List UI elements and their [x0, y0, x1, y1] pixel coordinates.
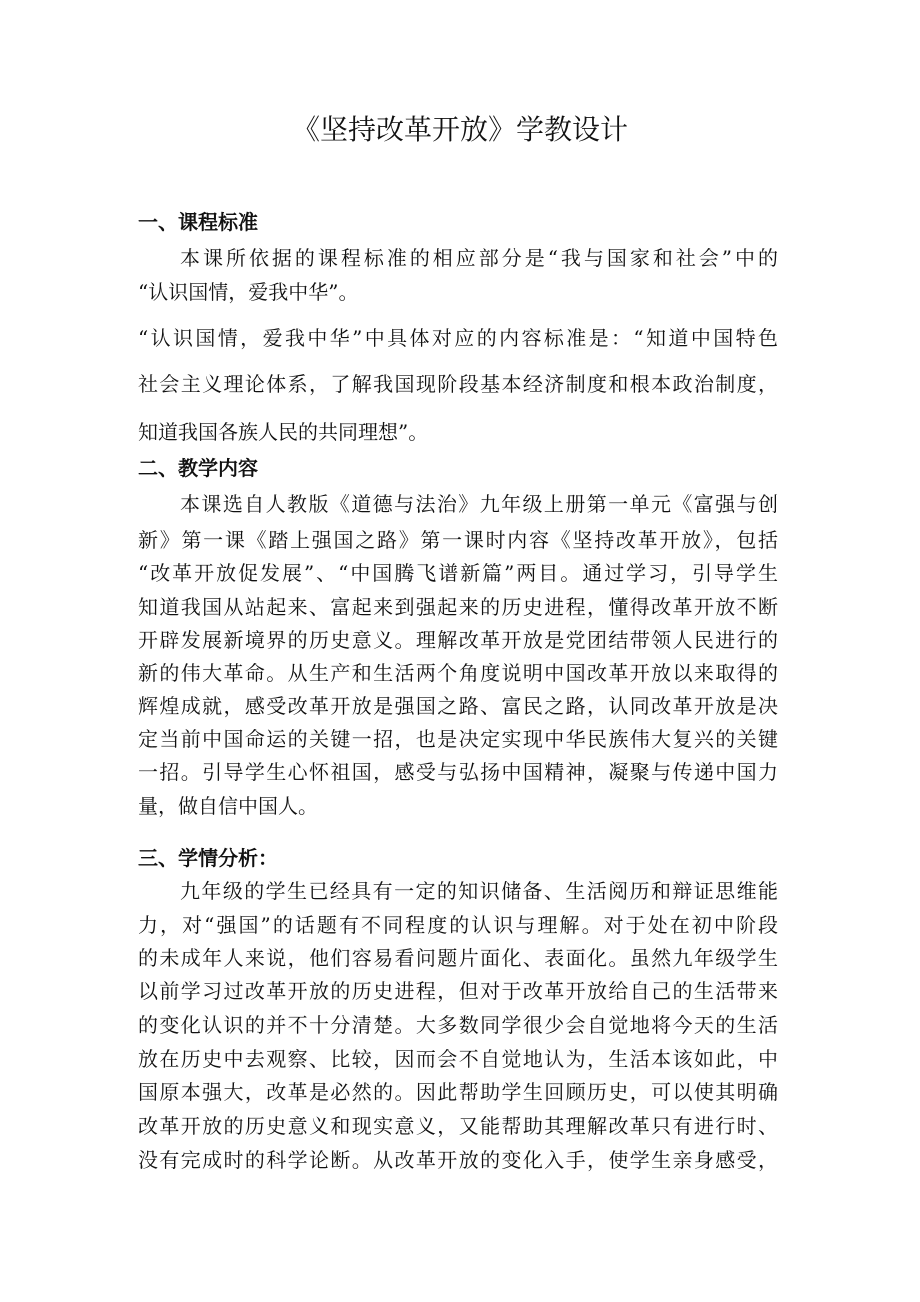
paragraph-line: 九年级的学生已经具有一定的知识储备、生活阅历和辩证思维能: [180, 879, 778, 903]
paragraph-line: 放在历史中去观察、比较，因而会不自觉地认为，生活本该如此，中: [138, 1047, 778, 1071]
paragraph-line: 的未成年人来说，他们容易看问题片面化、表面化。虽然九年级学生: [138, 946, 778, 970]
paragraph-line: 的变化认识的并不十分清楚。大多数同学很少会自觉地将今天的生活: [138, 1013, 778, 1037]
section-heading: 一、课程标准: [138, 210, 258, 234]
paragraph-line: 国原本强大，改革是必然的。因此帮助学生回顾历史，可以使其明确: [138, 1080, 778, 1104]
paragraph-line: 社会主义理论体系，了解我国现阶段基本经济制度和根本政治制度，: [138, 372, 778, 396]
paragraph-line: 没有完成时的科学论断。从改革开放的变化入手，使学生亲身感受，: [138, 1148, 778, 1172]
paragraph-line: 以前学习过改革开放的历史进程，但对于改革开放给自己的生活带来: [138, 979, 778, 1003]
paragraph-line: “改革开放促发展”、“中国腾飞谱新篇”两目。通过学习，引导学生: [138, 561, 778, 585]
paragraph-line: 力，对“强国”的话题有不同程度的认识与理解。对于处在初中阶段: [138, 913, 778, 937]
paragraph-line: 定当前中国命运的关键一招，也是决定实现中华民族伟大复兴的关键: [138, 727, 778, 751]
section-heading: 二、教学内容: [138, 456, 258, 480]
paragraph-line: 新的伟大革命。从生产和生活两个角度说明中国改革开放以来取得的: [138, 661, 778, 685]
paragraph-line: 本课所依据的课程标准的相应部分是“我与国家和社会”中的: [180, 246, 778, 270]
paragraph-line: 辉煌成就，感受改革开放是强国之路、富民之路，认同改革开放是决: [138, 694, 778, 718]
paragraph-line: 量，做自信中国人。: [138, 794, 318, 818]
paragraph-line: “认识国情，爱我中华”中具体对应的内容标准是：“知道中国特色: [138, 326, 778, 350]
paragraph-line: 本课选自人教版《道德与法治》九年级上册第一单元《富强与创: [180, 492, 778, 516]
paragraph-line: 知道我国各族人民的共同理想”。: [138, 420, 429, 444]
document-title: 《坚持改革开放》学教设计: [291, 113, 628, 146]
paragraph-line: 知道我国从站起来、富起来到强起来的历史进程，懂得改革开放不断: [138, 595, 778, 619]
paragraph-line: 开辟发展新境界的历史意义。理解改革开放是党团结带领人民进行的: [138, 628, 778, 652]
paragraph-line: 新》第一课《踏上强国之路》第一课时内容《坚持改革开放》，包括: [138, 528, 778, 552]
paragraph-line: 一招。引导学生心怀祖国，感受与弘扬中国精神，凝聚与传递中国力: [138, 760, 778, 784]
paragraph-line: “认识国情，爱我中华”。: [138, 280, 359, 304]
paragraph-line: 改革开放的历史意义和现实意义，又能帮助其理解改革只有进行时、: [138, 1114, 778, 1138]
section-heading: 三、学情分析：: [138, 846, 278, 870]
